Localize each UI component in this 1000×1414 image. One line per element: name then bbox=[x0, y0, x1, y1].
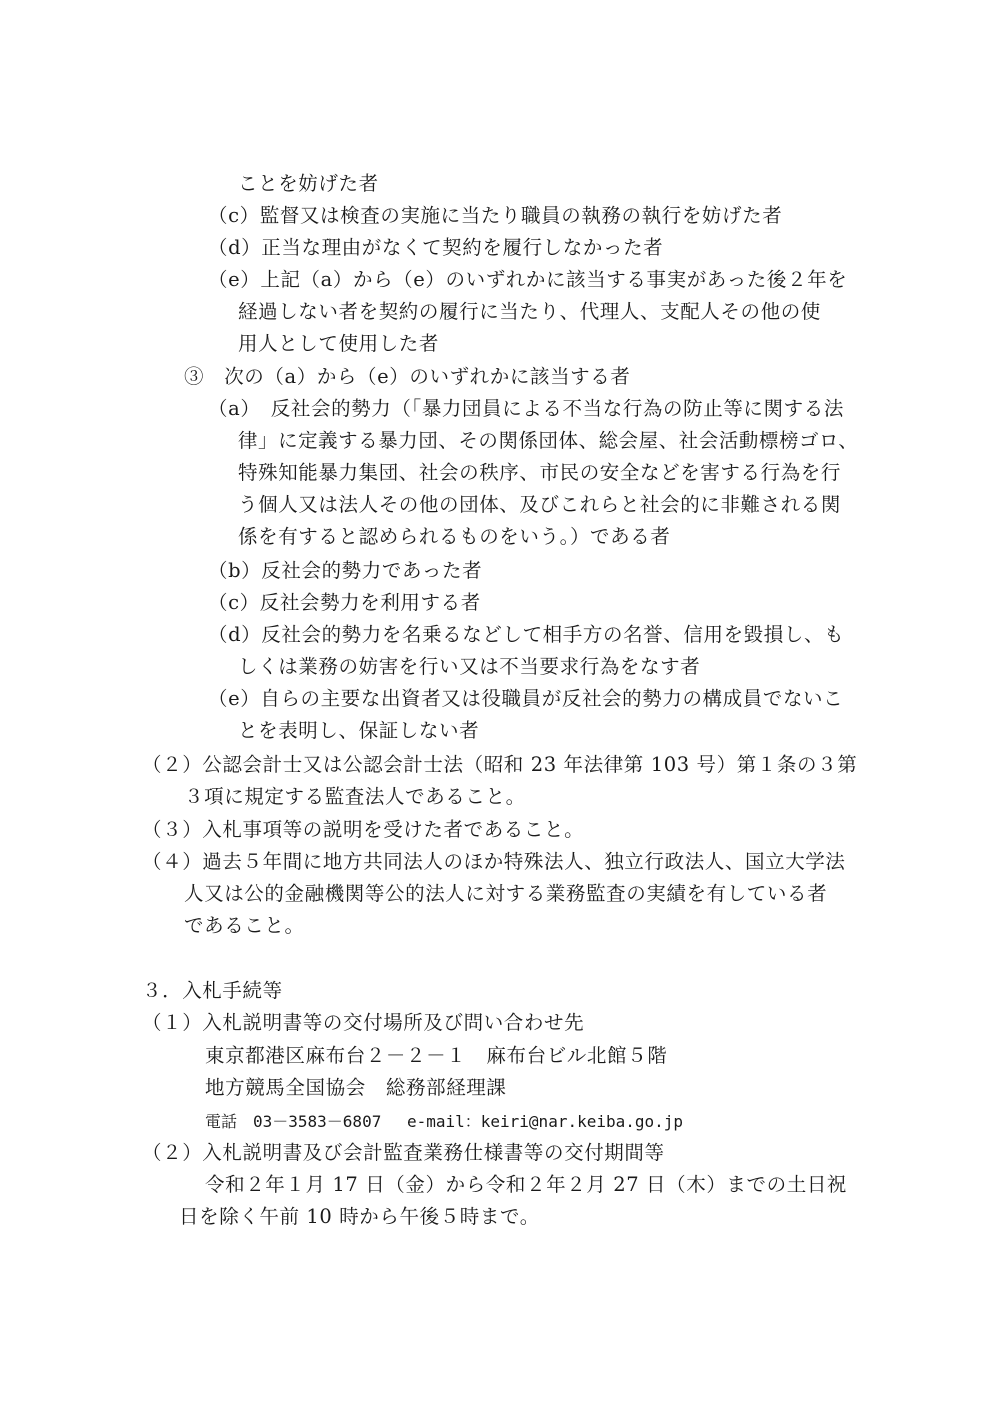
text-line: （a） 反社会的勢力（「暴力団員による不当な行為の防止等に関する法 bbox=[208, 397, 844, 420]
text-line: ことを妨げた者 bbox=[238, 172, 379, 195]
text-line: （３）入札事項等の説明を受けた者であること。 bbox=[142, 818, 585, 841]
section-heading: ３．入札手続等 bbox=[142, 979, 283, 1002]
text-line: とを表明し、保証しない者 bbox=[238, 719, 480, 742]
text-line: （e）上記（a）から（e）のいずれかに該当する事実があった後２年を bbox=[208, 268, 848, 291]
text-line: ③ 次の（a）から（e）のいずれかに該当する者 bbox=[184, 365, 631, 388]
text-line: 日を除く午前 10 時から午後５時まで。 bbox=[179, 1205, 540, 1228]
text-line: （２）公認会計士又は公認会計士法（昭和 23 年法律第 103 号）第１条の３第 bbox=[142, 753, 858, 776]
text-line: （２）入札説明書及び会計監査業務仕様書等の交付期間等 bbox=[142, 1141, 665, 1164]
text-line: 経過しない者を契約の履行に当たり、代理人、支配人その他の使 bbox=[238, 300, 821, 323]
text-line: ３項に規定する監査法人であること。 bbox=[184, 785, 526, 808]
text-line: 人又は公的金融機関等公的法人に対する業務監査の実績を有している者 bbox=[184, 882, 828, 905]
text-line: （c）監督又は検査の実施に当たり職員の執務の執行を妨げた者 bbox=[208, 204, 783, 227]
text-line: う個人又は法人その他の団体、及びこれらと社会的に非難される関 bbox=[238, 493, 842, 516]
text-line: （d）反社会的勢力を名乗るなどして相手方の名誉、信用を毀損し、も bbox=[208, 623, 845, 646]
text-line: 用人として使用した者 bbox=[238, 332, 440, 355]
text-line: 律」に定義する暴力団、その関係団体、総会屋、社会活動標榜ゴロ、 bbox=[238, 429, 859, 452]
text-line: 係を有すると認められるものをいう。）である者 bbox=[238, 525, 671, 548]
text-line: （１）入札説明書等の交付場所及び問い合わせ先 bbox=[142, 1011, 585, 1034]
text-line: 特殊知能暴力集団、社会の秩序、市民の安全などを害する行為を行 bbox=[238, 461, 842, 484]
text-line: （b）反社会的勢力であった者 bbox=[208, 559, 483, 582]
text-line: （e）自らの主要な出資者又は役職員が反社会的勢力の構成員でないこ bbox=[208, 687, 844, 710]
text-line: （４）過去５年間に地方共同法人のほか特殊法人、独立行政法人、国立大学法 bbox=[142, 850, 846, 873]
text-line: しくは業務の妨害を行い又は不当要求行為をなす者 bbox=[238, 655, 701, 678]
text-line: 令和２年１月 17 日（金）から令和２年２月 27 日（木）までの土日祝 bbox=[205, 1173, 848, 1196]
text-line: （c）反社会勢力を利用する者 bbox=[208, 591, 481, 614]
text-line: 地方競馬全国協会 総務部経理課 bbox=[205, 1076, 507, 1099]
text-line: （d）正当な理由がなくて契約を履行しなかった者 bbox=[208, 236, 664, 259]
contact-line: 電話 03－3583－6807 e-mail：keiri@nar.keiba.go.jp bbox=[205, 1112, 684, 1131]
text-line: 東京都港区麻布台２－２－１ 麻布台ビル北館５階 bbox=[205, 1044, 668, 1067]
text-line: であること。 bbox=[184, 914, 305, 937]
